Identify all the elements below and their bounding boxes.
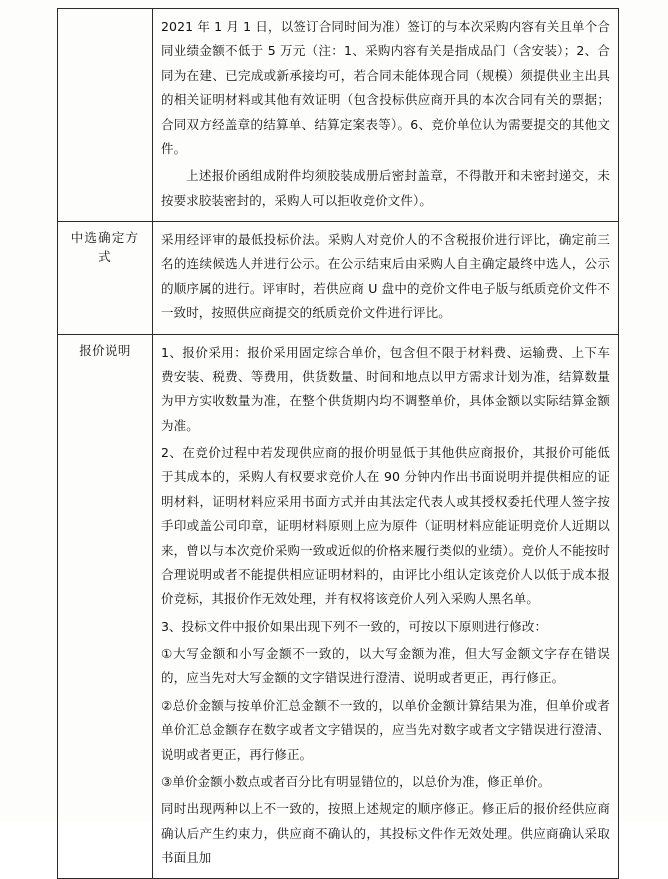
- table-row: [58, 9, 619, 222]
- paragraph: 3、投标文件中报价如果出现下列不一致的，可按以下原则进行修改：: [161, 618, 548, 634]
- row-label-cell-continued: [58, 9, 153, 222]
- paragraph: 2021 年 1 月 1 日，以签订合同时间为准）签订的与本次采购内容有关且单个合同业绩金额不低于 5 万元（注：1、采购内容有关是指成品门（含安装）；2、合同为在建、已完成或新承接均可，若合同未能体现合同（规模）须提供业主出具的相关证明材料或其他有效证明（包含投标供应商开具的本次合同有关的票据；合同双方经盖章的结算单、结算定案表等）。6、竞价单位认为需要提交的其他文件。: [161, 19, 610, 156]
- paragraph: 2、在竞价过程中若发现供应商的报价明显低于其他供应商报价，其报价可能低于其成本的，采购人有权要求竞价人在 90 分钟内作出书面说明并提供相应的证明材料，证明材料应采用书面方式并由其法定代表人或其授权委托代理人签字按手印或盖公司印章，证明材料原则上应为原件（证明材料应能证明竞价人近期以来，曾以与本次竞价采购一致或近似的价格来履行类似的业绩）。竞价人不能按时合理说明或者不能提供相应证明材料的，由评比小组认定该竞价人以低于成本报价竞标，其报价作无效处理，并有权将该竞价人列入采购人黑名单。: [161, 445, 610, 607]
- paragraph: 采用经评审的最低投标价法。采购人对竞价人的不含税报价进行评比，确定前三名的连续候选人并进行公示。在公示结束后由采购人自主确定最终中选人，公示的顺序属的进行。评审时，若供应商 U 盘中的竞价文件电子版与纸质竞价文件不一致时，按照供应商提交的纸质竞价文件进行评比。: [161, 232, 610, 321]
- row-content-cell-quotation-notes: [153, 334, 619, 879]
- row-content-cell-continued: [153, 9, 619, 222]
- paragraph: ①大写金额和小写金额不一致的，以大写金额为准，但大写金额文字存在错误的，应当先对大写金额的文字错误进行澄清、说明或者更正，再行修正。: [161, 646, 610, 686]
- table-row: [58, 222, 619, 335]
- contract-terms-table: [57, 8, 619, 879]
- row-label-line: 式: [98, 249, 112, 265]
- paragraph: ②总价金额与按单价汇总金额不一致的，以单价金额计算结果为准，但单价或者单价汇总金额存在数字或者文字错误的，应当先对数字或者文字错误进行澄清、说明或者更正，再行修正。: [161, 697, 610, 762]
- paragraph: 上述报价函组成附件均须胶装成册后密封盖章，不得散开和未密封递交，未按要求胶装密封的，采购人可以拒收竞价文件）。: [161, 168, 610, 208]
- table-row: [58, 334, 619, 879]
- row-label-cell-selection-method: [58, 222, 153, 335]
- row-label-cell-quotation-notes: [58, 334, 153, 879]
- table-body: [58, 9, 619, 879]
- paragraph: ③单价金额小数点或者百分比有明显错位的，以总价为准，修正单价。: [161, 773, 551, 789]
- row-label-line: 报价说明: [79, 342, 131, 358]
- row-content-cell-selection-method: [153, 222, 619, 335]
- paragraph: 同时出现两种以上不一致的，按照上述规定的顺序修正。修正后的报价经供应商确认后产生约束力，供应商不确认的，其投标文件作无效处理。供应商确认采取书面且加: [161, 801, 610, 865]
- paragraph: 1、报价采用：报价采用固定综合单价，包含但不限于材料费、运输费、上下车费安装、税费、等费用，供货数量、时间和地点以甲方需求计划为准，结算数量为甲方实收数量为准，在整个供货期内均不调整单价，具体金额以实际结算金额为准。: [161, 344, 610, 433]
- row-label-line: 中选确定方: [70, 230, 140, 245]
